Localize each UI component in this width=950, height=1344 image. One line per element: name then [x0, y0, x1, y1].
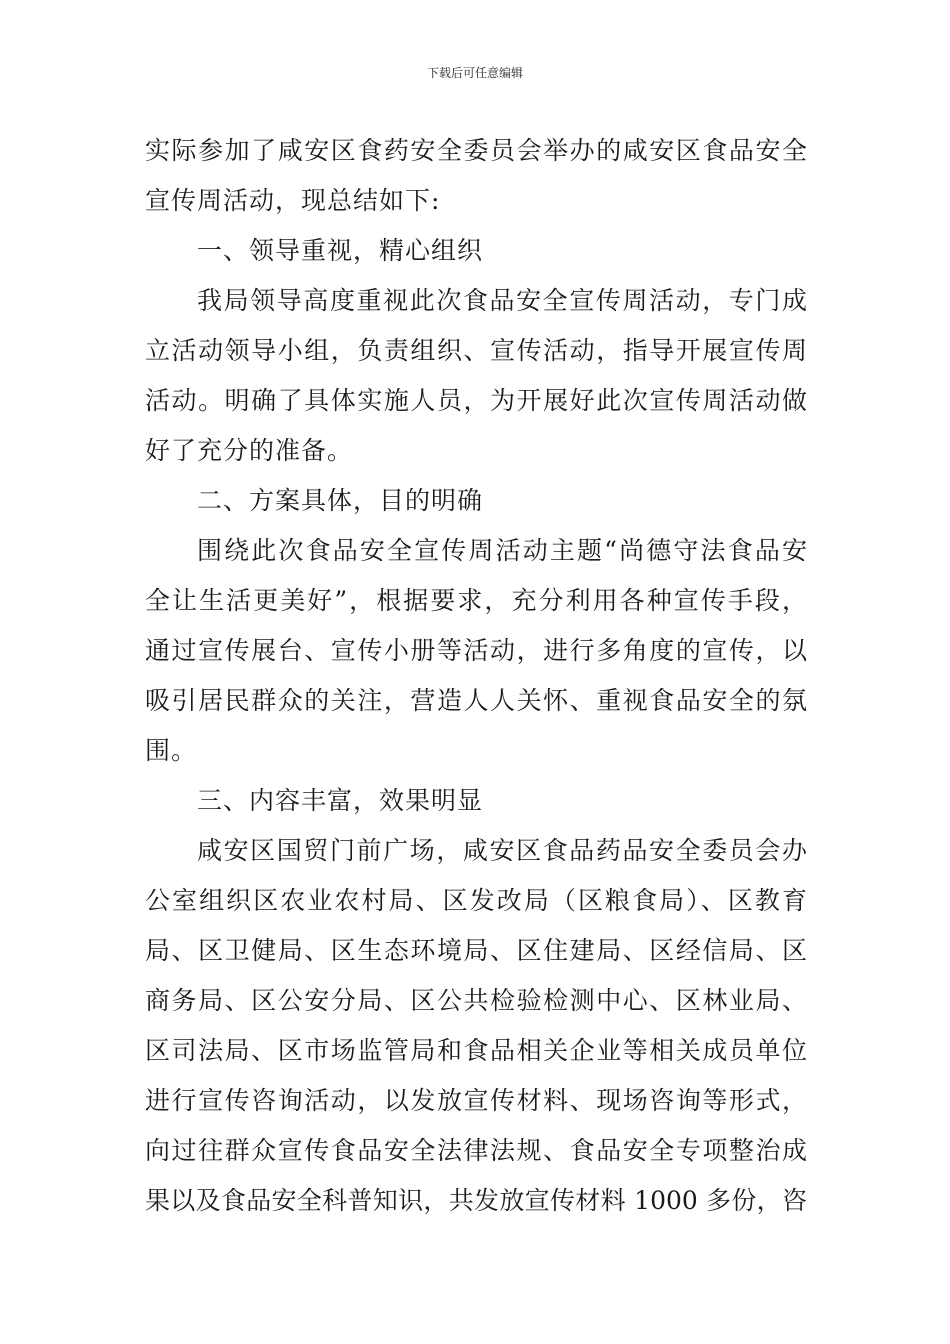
- text-line: 向过往群众宣传食品安全法律法规、食品安全专项整治成: [145, 1136, 807, 1165]
- text-line: 局、区卫健局、区生态环境局、区住建局、区经信局、区: [145, 936, 807, 965]
- paragraph-first-line: 我局领导高度重视此次食品安全宣传周活动，专门成: [197, 286, 807, 315]
- paragraph-first-line: 围绕此次食品安全宣传周活动主题“尚德守法食品安: [197, 536, 807, 565]
- text-line: 宣传周活动，现总结如下:: [145, 186, 441, 215]
- document-body: [145, 126, 807, 1226]
- section-heading: 一、领导重视，精心组织: [197, 236, 484, 265]
- text-line: 吸引居民群众的关注，营造人人关怀、重视食品安全的氛: [145, 686, 807, 715]
- text-line: 区司法局、区市场监管局和食品相关企业等相关成员单位: [145, 1036, 807, 1065]
- text-line: 全让生活更美好”，根据要求，充分利用各种宣传手段，: [145, 586, 807, 615]
- text-line: 通过宣传展台、宣传小册等活动，进行多角度的宣传，以: [145, 636, 807, 665]
- text-line: 商务局、区公安分局、区公共检验检测中心、区林业局、: [145, 986, 807, 1015]
- text-line: 公室组织区农业农村局、区发改局（区粮食局）、区教育: [145, 886, 807, 915]
- text-line: 立活动领导小组，负责组织、宣传活动，指导开展宣传周: [145, 336, 807, 365]
- paragraph-first-line: 咸安区国贸门前广场，咸安区食品药品安全委员会办: [197, 836, 807, 865]
- section-heading: 二、方案具体，目的明确: [197, 486, 484, 515]
- text-line: 活动。明确了具体实施人员，为开展好此次宣传周活动做: [145, 386, 807, 415]
- text-line: 进行宣传咨询活动，以发放宣传材料、现场咨询等形式，: [145, 1086, 807, 1115]
- text-line: 好了充分的准备。: [145, 436, 354, 465]
- text-line: 果以及食品安全科普知识，共发放宣传材料 1000 多份，咨: [145, 1186, 807, 1215]
- page-header: 下载后可任意编辑: [426, 66, 523, 80]
- text-line: 实际参加了咸安区食药安全委员会举办的咸安区食品安全: [145, 136, 807, 165]
- section-heading: 三、内容丰富，效果明显: [197, 786, 484, 815]
- text-line: 围。: [145, 736, 198, 765]
